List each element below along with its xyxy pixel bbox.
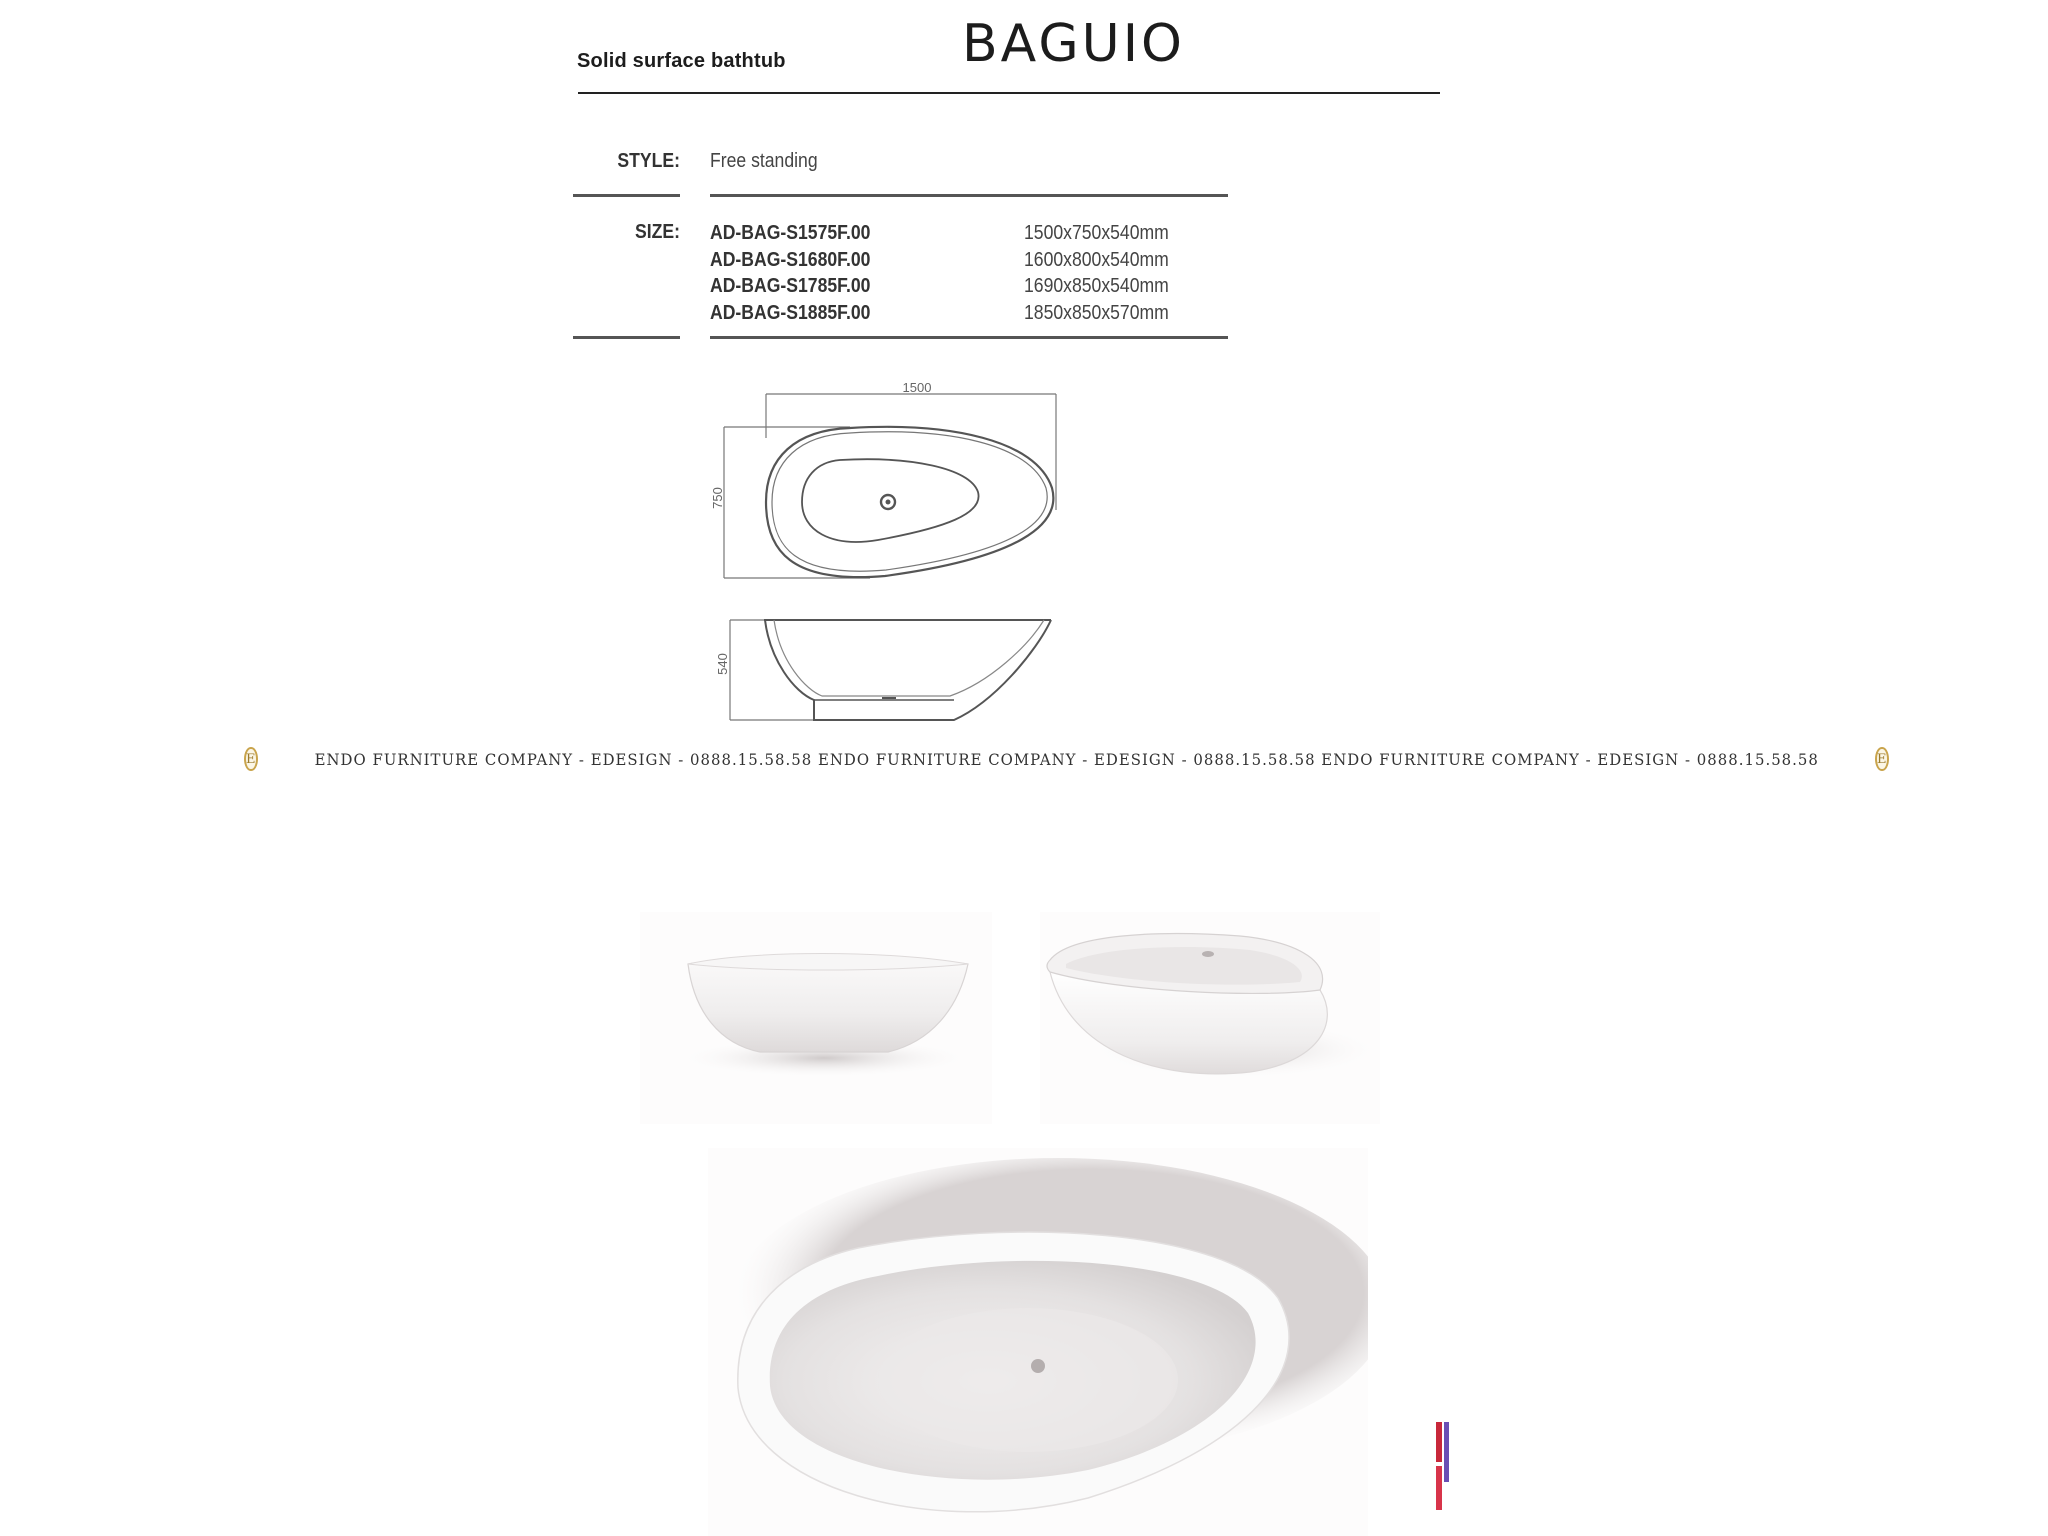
style-divider-short (573, 194, 680, 197)
watermark-text: ENDO FURNITURE COMPANY - EDESIGN - 0888.15.58.58 ENDO FURNITURE COMPANY - EDESIGN - 0888.15.58.58 ENDO FURNITURE COMPANY - EDESIGN - 0888.15.58.58 (314, 749, 1819, 769)
size-divider-short (573, 336, 680, 339)
size-code: AD-BAG-S1575F.00 (710, 222, 871, 244)
side-view-drawing (714, 612, 1084, 724)
style-divider-long (710, 194, 1228, 197)
size-code: AD-BAG-S1885F.00 (710, 301, 871, 324)
tub-inner-basin (802, 459, 979, 542)
size-label: SIZE: (635, 221, 680, 243)
size-dimensions-list (1024, 220, 1224, 326)
product-category: Solid surface bathtub (577, 50, 786, 72)
size-dimensions: 1850x850x570mm (1024, 301, 1169, 324)
side-outer-body (765, 620, 1051, 720)
product-photo-front (640, 912, 992, 1124)
style-value: Free standing (710, 150, 818, 172)
drain-icon (1202, 951, 1214, 957)
size-dimensions: 1500x750x540mm (1024, 222, 1169, 244)
tub-outer-rim (766, 427, 1053, 577)
brand-logo-icon: E (1875, 747, 1889, 771)
width-label: 750 (710, 487, 725, 509)
product-photo-angle (1040, 912, 1380, 1124)
size-code: AD-BAG-S1785F.00 (710, 275, 871, 297)
cropped-brand-label (1434, 1422, 1452, 1510)
style-label: STYLE: (617, 150, 680, 172)
tub-body (688, 957, 968, 1053)
size-codes-list (710, 220, 970, 326)
length-label: 1500 (902, 380, 932, 395)
size-dimensions: 1600x800x540mm (1024, 248, 1169, 271)
watermark-band (244, 742, 1887, 776)
top-view-drawing (700, 380, 1080, 585)
drain-icon (1031, 1359, 1045, 1373)
header-divider (578, 92, 1440, 94)
product-photo-top (708, 1148, 1368, 1536)
brand-logo-icon: E (244, 747, 258, 771)
size-code: AD-BAG-S1680F.00 (710, 248, 871, 271)
product-title: BAGUIO (962, 14, 1185, 74)
size-divider-long (710, 336, 1228, 339)
height-label: 540 (715, 653, 730, 675)
size-dimensions: 1690x850x540mm (1024, 275, 1169, 297)
